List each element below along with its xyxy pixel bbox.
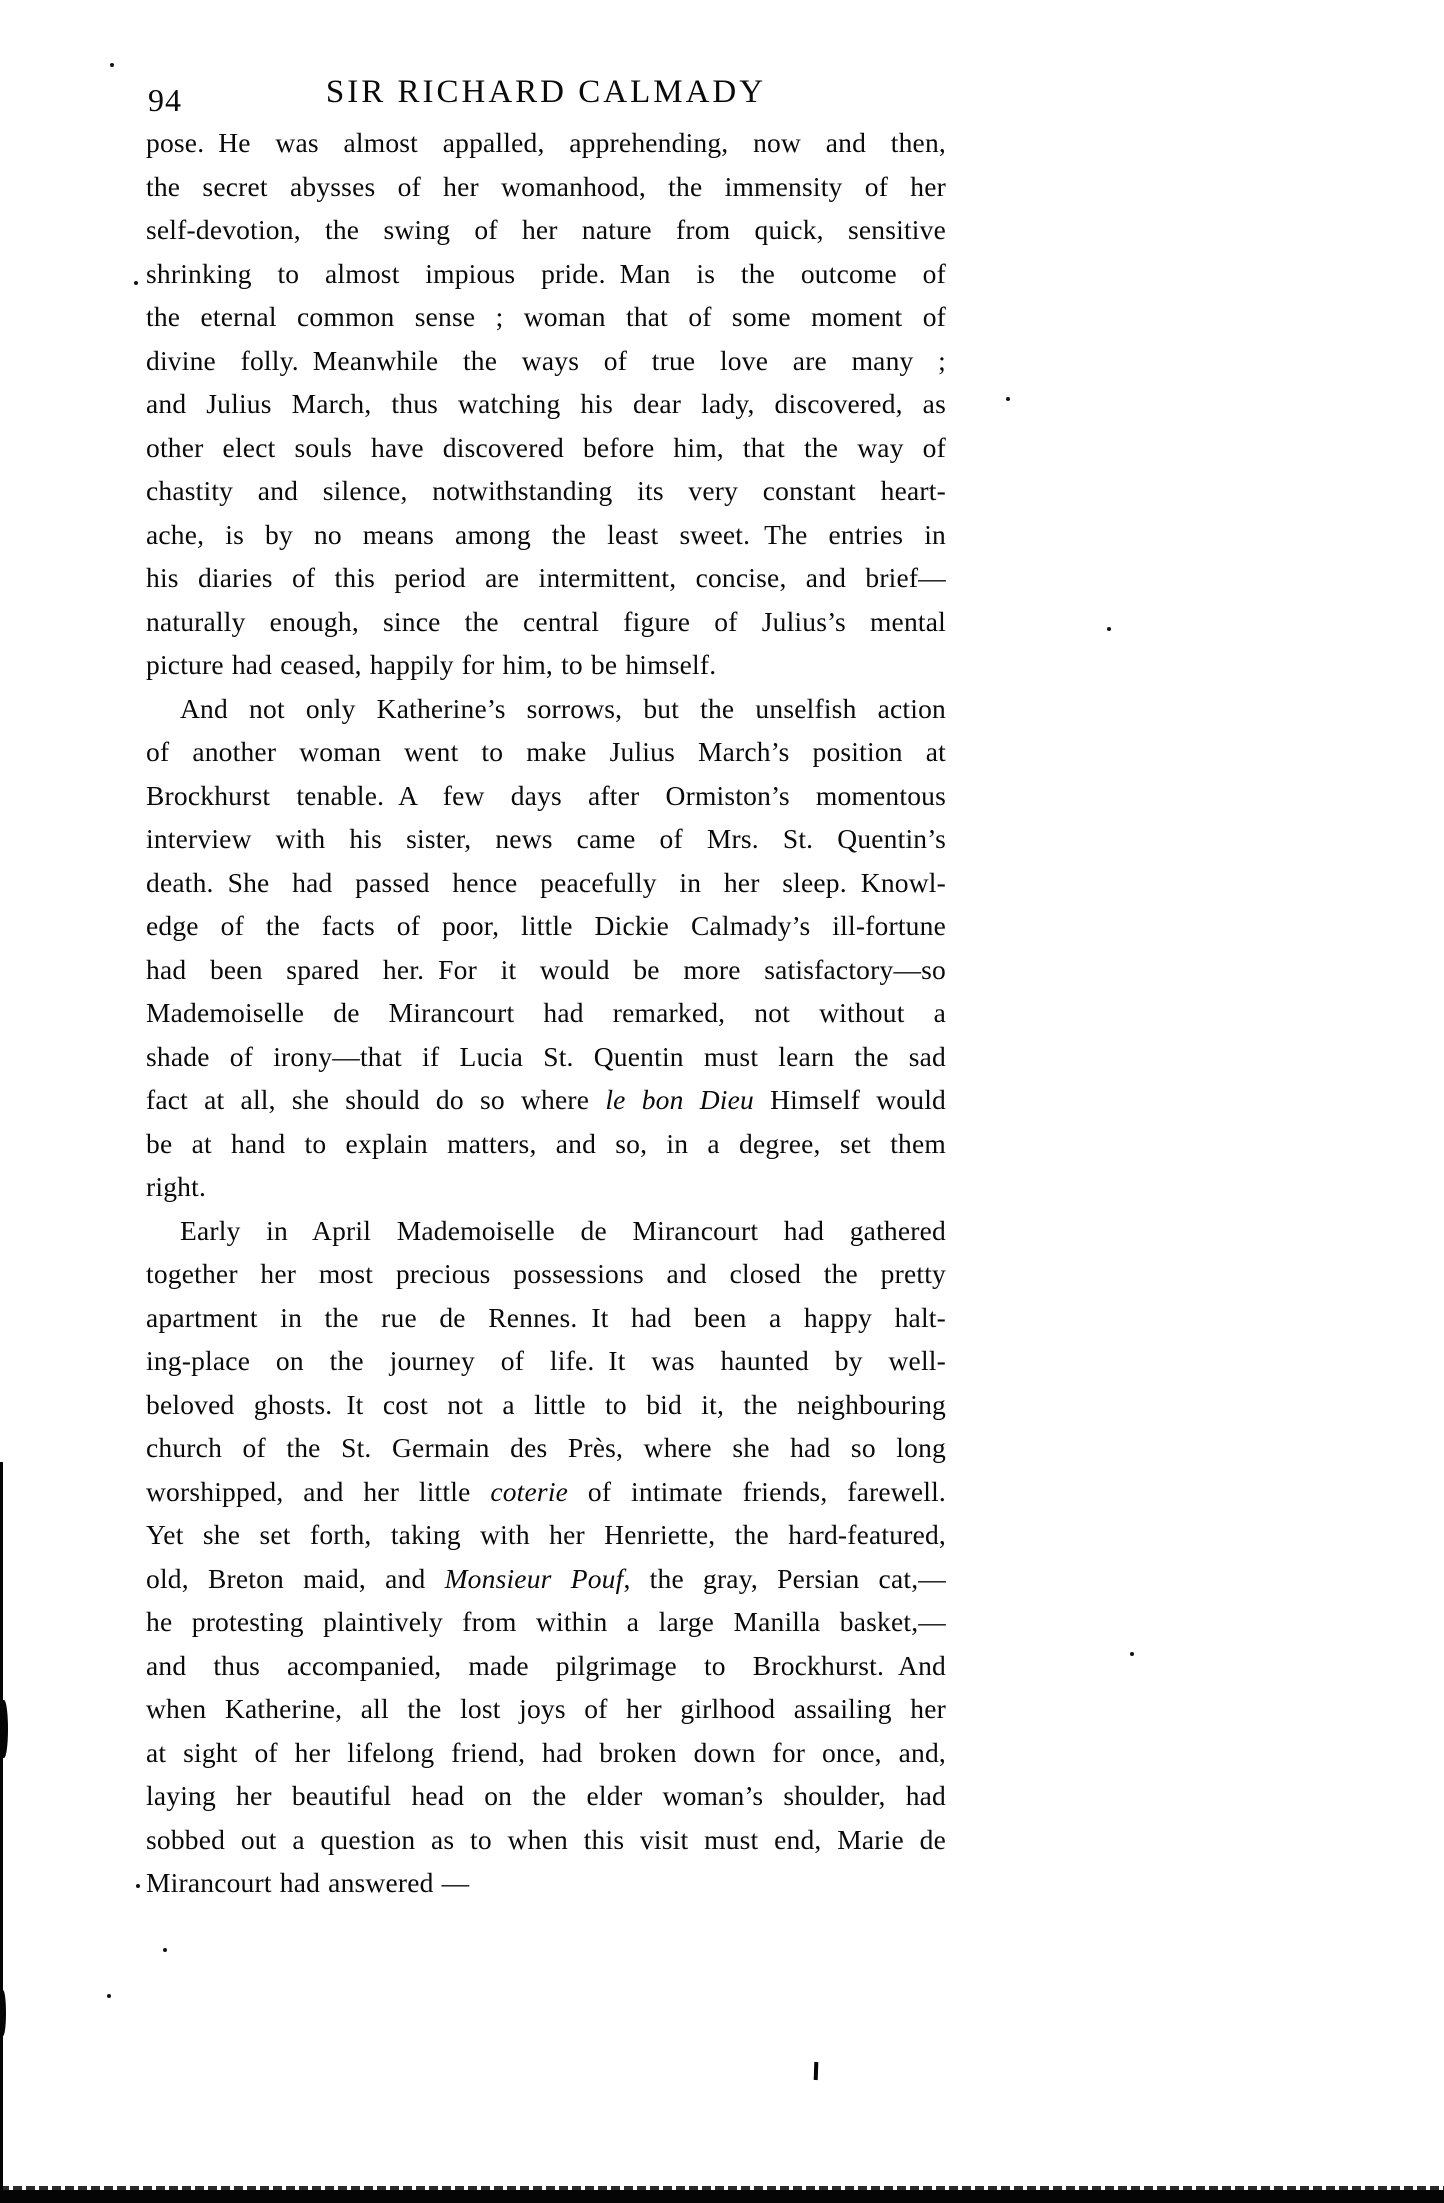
text-line: interview with his sister, news came of Mrs. St. Quentin’s <box>146 823 946 854</box>
text-line: be at hand to explain matters, and so, in a degree, set them <box>146 1127 946 1159</box>
italic-phrase: le bon Dieu <box>605 1084 754 1115</box>
text-line: and thus accompanied, made pilgrimage to Brockhurst. And <box>146 1649 946 1681</box>
text-line: Brockhurst tenable. A few days after Ormiston’s momentous <box>146 779 946 811</box>
text-line: laying her beautiful head on the elder woman’s shoulder, had <box>146 1780 946 1811</box>
scan-artifact-bottom-edge <box>0 2190 1444 2203</box>
text-line: ache, is by no means among the least sweet. The entries in <box>146 518 946 550</box>
text-line: fact at all, she should do so where le bon Dieu Himself would <box>146 1084 946 1115</box>
italic-phrase: coterie <box>490 1475 569 1507</box>
text-line: chastity and silence, notwithstanding its very constant heart- <box>146 475 946 506</box>
text-line: right. <box>146 1171 207 1202</box>
text-line: And not only Katherine’s sorrows, but the unselfish action <box>180 692 946 724</box>
text-line: shade of irony—that if Lucia St. Quentin must learn the sad <box>146 1040 946 1072</box>
text-line: worshipped, and her little coterie of intimate friends, farewell. <box>146 1475 946 1507</box>
text-line: the eternal common sense ; woman that of some moment of <box>146 301 946 332</box>
text-line: divine folly. Meanwhile the ways of true love are many ; <box>146 344 946 376</box>
text-line: shrinking to almost impious pride. Man is the outcome of <box>146 257 946 289</box>
scan-speck <box>110 63 114 67</box>
scan-speck <box>163 1948 167 1952</box>
scan-speck <box>136 1884 140 1888</box>
text-line: of another woman went to make Julius March’s position at <box>146 736 946 767</box>
text-line: Mirancourt had answered — <box>146 1867 470 1898</box>
running-title: SIR RICHARD CALMADY <box>325 74 767 110</box>
text-line: self-devotion, the swing of her nature from quick, sensitive <box>146 214 946 245</box>
scan-artifact-left-edge <box>0 1462 3 2203</box>
text-line: sobbed out a question as to when this visit must end, Marie de <box>146 1823 946 1855</box>
text-line: and Julius March, thus watching his dear lady, discovered, as <box>146 388 946 419</box>
text-line: beloved ghosts. It cost not a little to bid it, the neighbouring <box>146 1388 946 1420</box>
scan-speck <box>1006 397 1010 401</box>
page-body <box>146 121 946 1905</box>
text-line: when Katherine, all the lost joys of her girlhood assailing her <box>146 1693 946 1724</box>
text-line: together her most precious possessions and closed the pretty <box>146 1258 946 1289</box>
text-line: naturally enough, since the central figure of Julius’s mental <box>146 605 946 637</box>
text-line: at sight of her lifelong friend, had broken down for once, and, <box>146 1736 946 1768</box>
text-line: Mademoiselle de Mirancourt had remarked, not without a <box>146 997 946 1028</box>
text-line: edge of the facts of poor, little Dickie Calmady’s ill-fortune <box>146 910 946 941</box>
text-line: ing-place on the journey of life. It was haunted by well- <box>146 1345 946 1376</box>
text-line: pose. He was almost appalled, apprehending, now and then, <box>146 127 946 158</box>
text-line: other elect souls have discovered before him, that the way of <box>146 431 946 463</box>
text-line: had been spared her. For it would be more satisfactory—so <box>146 953 946 985</box>
text-line: apartment in the rue de Rennes. It had been a happy halt- <box>146 1301 946 1333</box>
text-line: Early in April Mademoiselle de Mirancourt had gathered <box>180 1214 946 1246</box>
text-line: church of the St. Germain des Près, where she had so long <box>146 1432 946 1463</box>
text-line: Yet she set forth, taking with her Henriette, the hard-featured, <box>146 1519 946 1550</box>
scan-speck <box>134 281 138 285</box>
page-header <box>146 74 946 124</box>
scan-speck <box>107 1994 111 1998</box>
text-line: he protesting plaintively from within a large Manilla basket,— <box>146 1606 946 1637</box>
italic-phrase: Monsieur Pouf <box>444 1562 624 1594</box>
text-line: his diaries of this period are intermittent, concise, and brief— <box>146 562 946 593</box>
text-line: death. She had passed hence peacefully in her sleep. Knowl- <box>146 866 946 898</box>
scan-speck <box>1130 1652 1134 1656</box>
text-line: picture had ceased, happily for him, to be himself. <box>146 649 717 680</box>
scan-speck <box>1107 627 1111 631</box>
text-line: old, Breton maid, and Monsieur Pouf, the gray, Persian cat,— <box>146 1562 946 1594</box>
text-line: the secret abysses of her womanhood, the immensity of her <box>146 170 946 202</box>
scan-artifact-tick <box>814 2062 819 2080</box>
page-number: 94 <box>148 82 182 118</box>
